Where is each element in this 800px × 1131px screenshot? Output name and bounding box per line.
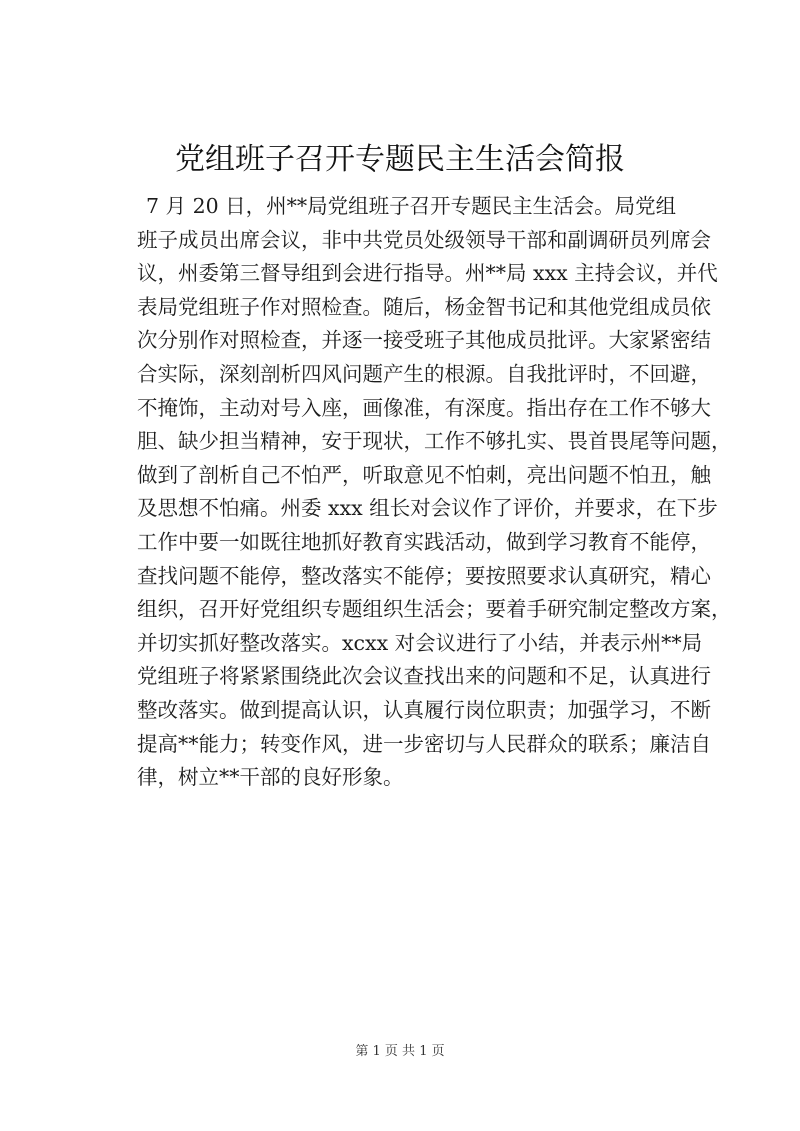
body-line: 次分别作对照检查，并逐一接受班子其他成员批评。大家紧密结 [137, 328, 711, 353]
body-line: 及思想不怕痛。州委 xxx 组长对会议作了评价，并要求，在下步 [137, 496, 718, 521]
body-line: 班子成员出席会议，非中共党员处级领导干部和副调研员列席会 [137, 227, 711, 252]
body-line: 整改落实。做到提高认识，认真履行岗位职责；加强学习，不断 [137, 697, 711, 722]
body-line: 查找问题不能停，整改落实不能停；要按照要求认真研究，精心 [137, 563, 711, 588]
document-title: 党组班子召开专题民主生活会简报 [175, 142, 625, 177]
body-line: 议，州委第三督导组到会进行指导。州**局 xxx 主持会议，并代 [137, 261, 718, 286]
body-line: 律，树立**干部的良好形象。 [137, 765, 404, 790]
body-line: 工作中要一如既往地抓好教育实践活动，做到学习教育不能停， [137, 529, 711, 554]
body-line: 组织，召开好党组织专题组织生活会；要着手研究制定整改方案， [137, 597, 732, 622]
body-line: 提高**能力；转变作风，进一步密切与人民群众的联系；廉洁自 [137, 731, 711, 756]
body-line: 7 月 20 日，州**局党组班子召开专题民主生活会。局党组 [146, 194, 677, 218]
body-line: 党组班子将紧紧围绕此次会议查找出来的问题和不足，认真进行 [137, 664, 711, 689]
body-line: 做到了剖析自己不怕严，听取意见不怕刺，亮出问题不怕丑，触 [137, 462, 711, 487]
body-line: 胆、缺少担当精神，安于现状，工作不够扎实、畏首畏尾等问题， [137, 429, 732, 454]
page-number-footer: 第 1 页 共 1 页 [355, 1044, 445, 1059]
body-line: 合实际，深刻剖析四风问题产生的根源。自我批评时，不回避， [137, 361, 711, 386]
body-line: 并切实抓好整改落实。xcxx 对会议进行了小结，并表示州**局 [137, 630, 703, 655]
body-line: 不掩饰，主动对号入座，画像准，有深度。指出存在工作不够大 [137, 395, 711, 420]
document-body [137, 190, 732, 795]
body-line: 表局党组班子作对照检查。随后，杨金智书记和其他党组成员依 [137, 294, 711, 319]
